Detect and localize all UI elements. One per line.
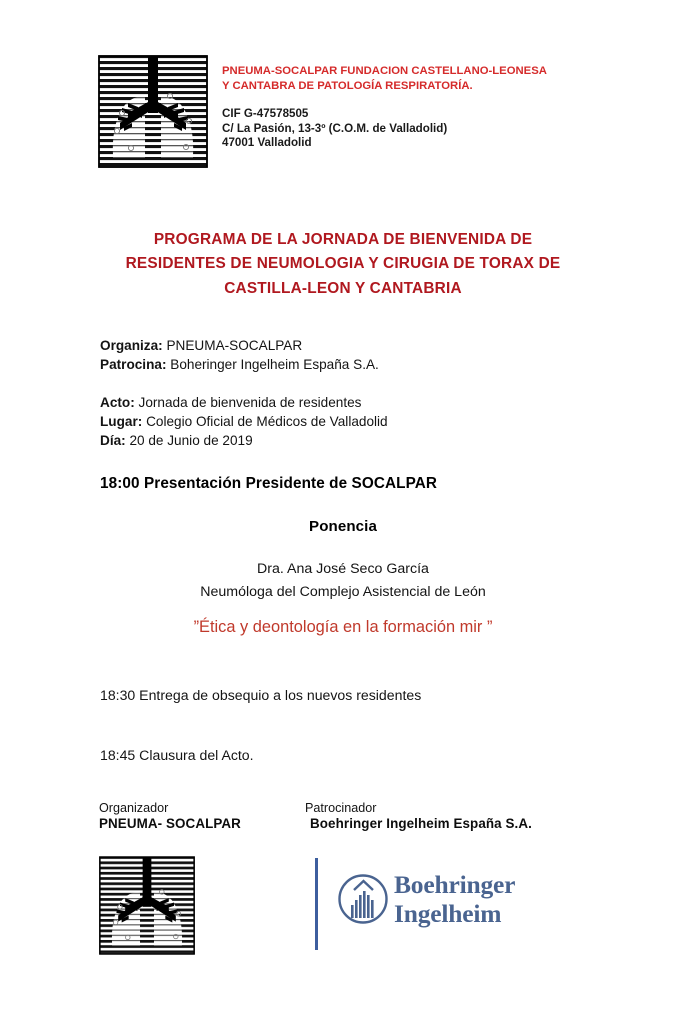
- acto-value: Jornada de bienvenida de residentes: [134, 394, 362, 410]
- dia-value: 20 de Junio de 2019: [125, 433, 253, 449]
- boehringer-wordmark-line1: Boehringer: [394, 870, 516, 899]
- sponsor-caption: Patrocinador: [305, 801, 377, 815]
- organization-address: [222, 107, 602, 151]
- page-title: [43, 228, 643, 301]
- lugar-line: [100, 412, 600, 431]
- acto-line: [100, 393, 600, 412]
- boehringer-emblem-icon: [337, 873, 389, 925]
- organiza-label: Organiza:: [100, 338, 163, 353]
- speaker-block: [43, 558, 643, 603]
- page-title-line2: RESIDENTES DE NEUMOLOGIA Y CIRUGIA DE TORAX DE: [125, 255, 561, 273]
- agenda-item-1830: 18:30 Entrega de obsequio a los nuevos residentes: [100, 687, 422, 703]
- organization-details: [222, 64, 602, 151]
- speaker-name: Dra. Ana José Seco García: [257, 561, 429, 577]
- boehringer-blue-bar: [315, 858, 318, 950]
- organization-name: [222, 64, 602, 93]
- talk-title: ”Ética y deontología en la formación mir ”: [193, 618, 493, 636]
- organizer-caption: Organizador: [99, 801, 169, 815]
- lugar-label: Lugar:: [100, 413, 143, 429]
- agenda-item-1845: 18:45 Clausura del Acto.: [100, 747, 254, 763]
- sponsor-footer: [305, 800, 532, 833]
- page-title-line1: PROGRAMA DE LA JORNADA DE BIENVENIDA DE: [153, 231, 533, 248]
- acto-label: Acto:: [100, 394, 135, 410]
- boehringer-wordmark-line2: Ingelheim: [394, 898, 502, 928]
- page-title-line3: CASTILLA-LEON Y CANTABRIA: [224, 279, 462, 297]
- organization-street: C/ La Pasión, 13-3º (C.O.M. de Valladolid): [222, 121, 448, 135]
- organizer-name: PNEUMA- SOCALPAR: [99, 816, 241, 832]
- event-details: [100, 336, 600, 450]
- boehringer-ingelheim-logo: [312, 858, 522, 950]
- patrocina-label: Patrocina:: [100, 357, 167, 373]
- organization-city: 47001 Valladolid: [222, 136, 312, 150]
- pneuma-socalpar-lung-logo-footer: [99, 853, 195, 958]
- lugar-value: Colegio Oficial de Médicos de Valladolid: [142, 413, 388, 429]
- ponencia-heading: Ponencia: [309, 518, 377, 535]
- dia-line: [100, 431, 600, 450]
- patrocina-value: Boheringer Ingelheim España S.A.: [166, 357, 379, 373]
- pneuma-socalpar-lung-logo: [98, 55, 208, 168]
- organizer-footer: [99, 800, 241, 833]
- patrocina-line: [100, 355, 600, 374]
- organization-cif: CIF G-47578505: [222, 107, 309, 120]
- boehringer-wordmark: [394, 871, 515, 928]
- speaker-role: Neumóloga del Complejo Asistencial de León: [200, 583, 486, 600]
- organiza-line: [100, 336, 600, 355]
- organiza-value: PNEUMA-SOCALPAR: [162, 338, 303, 353]
- sponsor-name: Boehringer Ingelheim España S.A.: [310, 816, 532, 832]
- organization-name-line2: Y CANTABRA DE PATOLOGÍA RESPIRATORÍA.: [222, 79, 473, 92]
- dia-label: Día:: [100, 433, 126, 449]
- letterhead: [98, 55, 598, 175]
- agenda-item-1800: 18:00 Presentación Presidente de SOCALPAR: [100, 475, 438, 492]
- event-info-group: [100, 393, 600, 451]
- organizer-group: [100, 336, 600, 375]
- organization-name-line1: PNEUMA-SOCALPAR FUNDACION CASTELLANO-LEONESA: [222, 65, 547, 77]
